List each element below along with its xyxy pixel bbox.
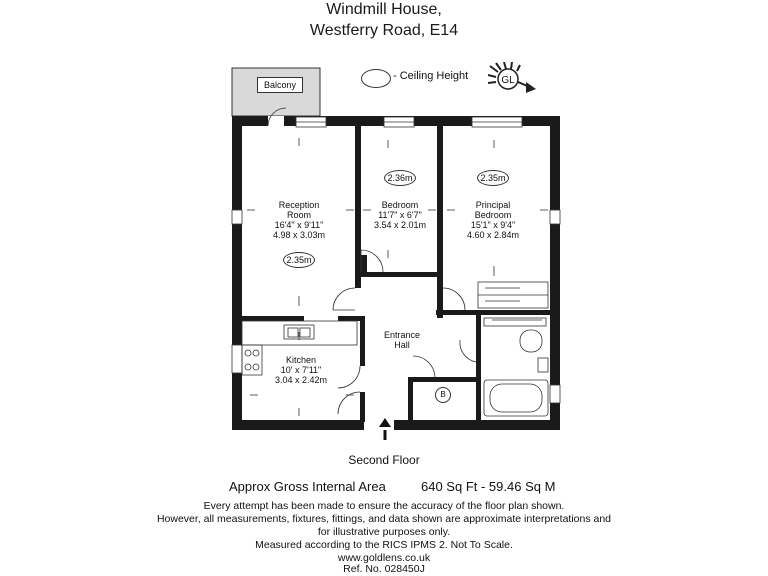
bedroom-metric: 3.54 x 2.01m: [373, 220, 427, 230]
bedroom-name: Bedroom: [381, 200, 419, 210]
bedroom-imperial: 11'7" x 6'7": [378, 210, 422, 220]
area-value: 640 Sq Ft - 59.46 Sq M: [421, 479, 556, 494]
principal-bedroom-label: [454, 200, 532, 240]
reference-number: Ref. No. 028450J: [343, 563, 425, 575]
kitchen-name: Kitchen: [285, 355, 317, 365]
floor-label: Second Floor: [348, 453, 420, 467]
reception-metric: 4.98 x 3.03m: [272, 230, 326, 240]
reception-name-2: Room: [286, 210, 311, 220]
principal-metric: 4.60 x 2.84m: [466, 230, 520, 240]
hall-name-1: Entrance: [383, 330, 421, 340]
kitchen-imperial: 10' x 7'11": [280, 365, 322, 375]
balcony-label: Balcony: [257, 77, 303, 93]
disclaimer-line-4: Measured according to the RICS IPMS 2. Not To Scale.: [255, 539, 513, 551]
principal-ceiling-height: 2.35m: [477, 170, 509, 186]
area-label: Approx Gross Internal Area: [229, 479, 386, 494]
bedroom-label: [362, 200, 438, 230]
property-address: Westferry Road, E14: [309, 22, 459, 39]
logo-text: GL: [501, 75, 515, 86]
entrance-hall-label: [370, 330, 434, 350]
ceiling-height-legend: - Ceiling Height: [393, 70, 469, 82]
disclaimer-line-1: Every attempt has been made to ensure the accuracy of the floor plan shown.: [203, 500, 565, 512]
reception-name-1: Reception: [278, 200, 320, 210]
reception-room-label: [260, 200, 338, 240]
wardrobe: [478, 282, 548, 308]
reception-ceiling-height: 2.35m: [283, 252, 315, 268]
disclaimer-line-2: However, all measurements, fixtures, fittings, and data shown are approximate interpretations and: [156, 513, 612, 525]
principal-name-1: Principal: [475, 200, 511, 210]
kitchen-metric: 3.04 x 2.42m: [274, 375, 328, 385]
kitchen-label: [262, 355, 340, 385]
disclaimer-line-3: for illustrative purposes only.: [317, 526, 451, 538]
bathroom-fixtures: [484, 318, 548, 416]
reception-imperial: 16'4" x 9'11": [274, 220, 324, 230]
bedroom-ceiling-height: 2.36m: [384, 170, 416, 186]
property-name: Windmill House,: [326, 1, 442, 18]
principal-name-2: Bedroom: [474, 210, 512, 220]
principal-imperial: 15'1" x 9'4": [470, 220, 516, 230]
hall-name-2: Hall: [394, 340, 410, 350]
website-link[interactable]: www.goldlens.co.uk: [337, 552, 431, 564]
boiler-marker: B: [435, 387, 451, 403]
